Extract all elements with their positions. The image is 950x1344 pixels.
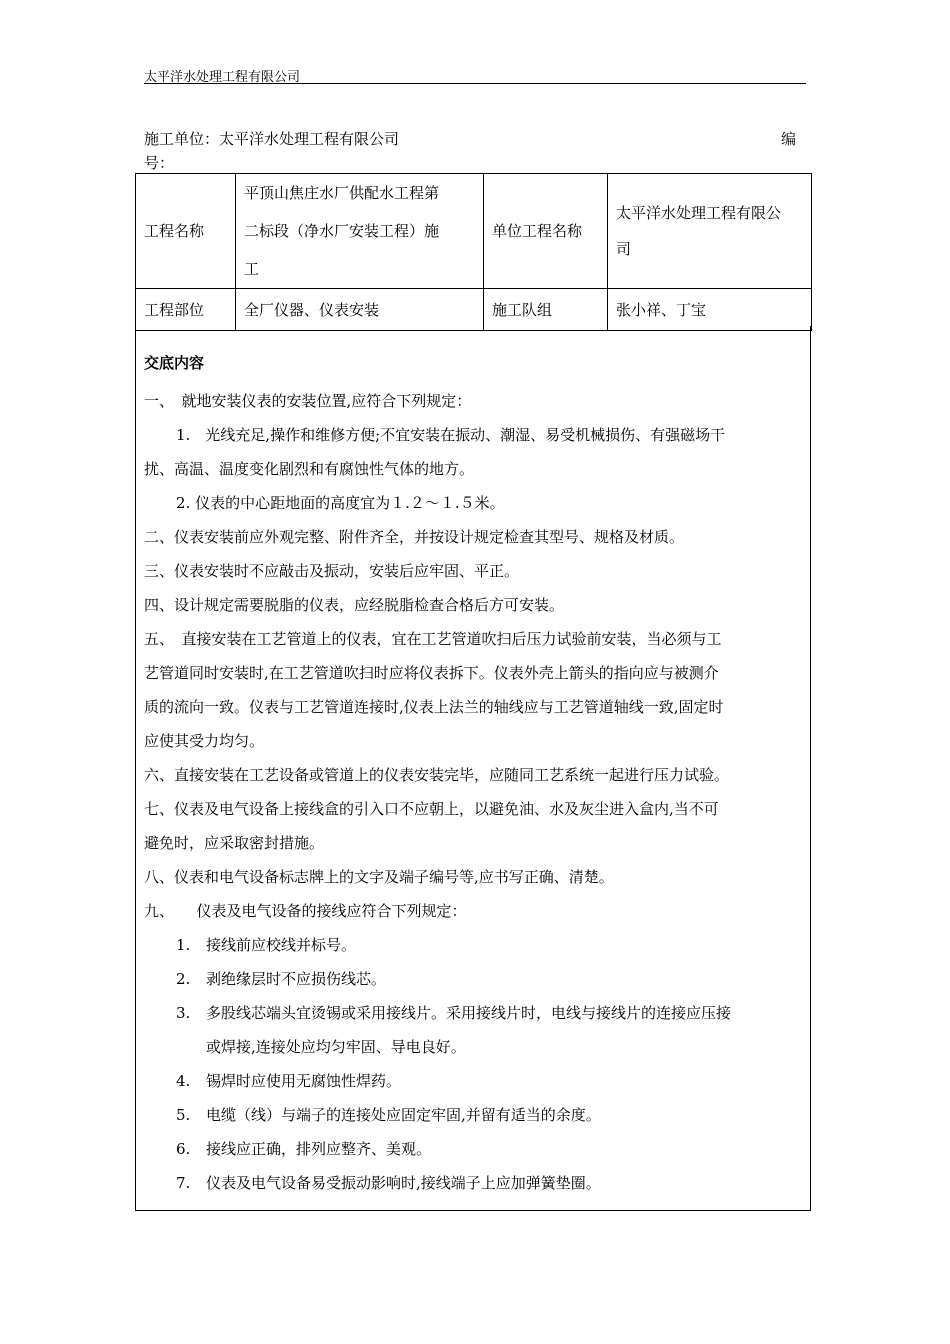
team-label: 施工队组 — [484, 289, 608, 331]
list-item-number: 3. — [176, 1004, 191, 1022]
paragraph: 避免时，应采取密封措施。 — [144, 834, 325, 852]
construction-unit: 施工单位：太平洋水处理工程有限公司 — [144, 130, 400, 148]
number-label: 编 — [781, 130, 797, 148]
project-name-label: 工程名称 — [136, 174, 236, 289]
list-item-text: 接线应正确，排列应整齐、美观。 — [206, 1140, 432, 1158]
header-divider — [144, 83, 806, 84]
list-item-text: 仪表及电气设备易受振动影响时,接线端子上应加弹簧垫圈。 — [206, 1174, 601, 1192]
project-part-label: 工程部位 — [136, 289, 236, 331]
paragraph: 四、设计规定需要脱脂的仪表，应经脱脂检查合格后方可安装。 — [144, 596, 565, 614]
project-name-line: 平顶山焦庄水厂供配水工程第 — [244, 184, 440, 202]
list-item-text: 电缆（线）与端子的连接处应固定牢固,并留有适当的余度。 — [206, 1106, 601, 1124]
list-item-number: 4. — [176, 1072, 191, 1090]
paragraph: 艺管道同时安装时,在工艺管道吹扫时应将仪表拆下。仪表外壳上箭头的指向应与被测介 — [144, 664, 719, 682]
list-item — [144, 1132, 806, 1166]
list-item — [144, 1166, 806, 1200]
list-item-number: 1. — [176, 936, 191, 954]
paragraph: 六、直接安装在工艺设备或管道上的仪表安装完毕，应随同工艺系统一起进行压力试验。 — [144, 766, 730, 784]
content-title: 交底内容 — [144, 354, 205, 372]
paragraph: 2. 仪表的中心距地面的高度宜为１.２～１.５米。 — [176, 494, 505, 512]
list-item — [144, 996, 806, 1064]
unit-project-name-value — [608, 174, 812, 289]
list-item — [144, 928, 806, 962]
table-row — [136, 289, 812, 331]
unit-project-name-label: 单位工程名称 — [484, 174, 608, 289]
paragraph: 七、仪表及电气设备上接线盒的引入口不应朝上，以避免油、水及灰尘进入盒内,当不可 — [144, 800, 719, 818]
list-item-number: 7. — [176, 1174, 191, 1192]
list-item — [144, 1064, 806, 1098]
unit-project-name-line: 太平洋水处理工程有限公 — [616, 204, 782, 222]
list-item — [144, 1098, 806, 1132]
number-label-cont: 号： — [144, 154, 175, 172]
list-item-number: 2. — [176, 970, 191, 988]
list-item — [144, 962, 806, 996]
table-row — [136, 174, 812, 289]
team-value: 张小祥、丁宝 — [608, 289, 812, 331]
project-info-table — [135, 173, 812, 331]
unit-project-name-line: 司 — [616, 240, 632, 258]
paragraph: 一、 就地安装仪表的安装位置,应符合下列规定： — [144, 392, 472, 410]
list-item-number: 5. — [176, 1106, 191, 1124]
paragraph: 应使其受力均匀。 — [144, 732, 265, 750]
list-item-number: 6. — [176, 1140, 191, 1158]
list-item-text: 剥绝缘层时不应损伤线芯。 — [206, 970, 387, 988]
paragraph: 三、仪表安装时不应敲击及振动，安装后应牢固、平正。 — [144, 562, 520, 580]
paragraph: 1. 光线充足,操作和维修方便;不宜安装在振动、潮湿、易受机械损伤、有强磁场干 — [176, 426, 726, 444]
briefing-content — [144, 352, 806, 1200]
paragraph: 质的流向一致。仪表与工艺管道连接时,仪表上法兰的轴线应与工艺管道轴线一致,固定时 — [144, 698, 724, 716]
paragraph: 八、仪表和电气设备标志牌上的文字及端子编号等,应书写正确、清楚。 — [144, 868, 614, 886]
list-item-text: 锡焊时应使用无腐蚀性焊药。 — [206, 1072, 402, 1090]
paragraph: 扰、高温、温度变化剧烈和有腐蚀性气体的地方。 — [144, 460, 475, 478]
project-name-line: 二标段（净水厂安装工程）施 — [244, 222, 440, 240]
list-item-text: 接线前应校线并标号。 — [206, 936, 357, 954]
paragraph: 九、 仪表及电气设备的接线应符合下列规定： — [144, 902, 467, 920]
paragraph: 五、 直接安装在工艺管道上的仪表，宜在工艺管道吹扫后压力试验前安装，当必须与工 — [144, 630, 722, 648]
project-name-line: 工 — [244, 260, 260, 278]
list-item-text — [206, 996, 806, 1064]
header-company: 太平洋水处理工程有限公司 — [144, 70, 301, 85]
project-name-value — [236, 174, 484, 289]
list-item-text-line: 或焊接,连接处应均匀牢固、导电良好。 — [206, 1038, 466, 1056]
project-part-value: 全厂仪器、仪表安装 — [236, 289, 484, 331]
paragraph: 二、仪表安装前应外观完整、附件齐全，并按设计规定检查其型号、规格及材质。 — [144, 528, 685, 546]
list-item-text-line: 多股线芯端头宜烫锡或采用接线片。采用接线片时，电线与接线片的连接应压接 — [206, 1004, 732, 1022]
